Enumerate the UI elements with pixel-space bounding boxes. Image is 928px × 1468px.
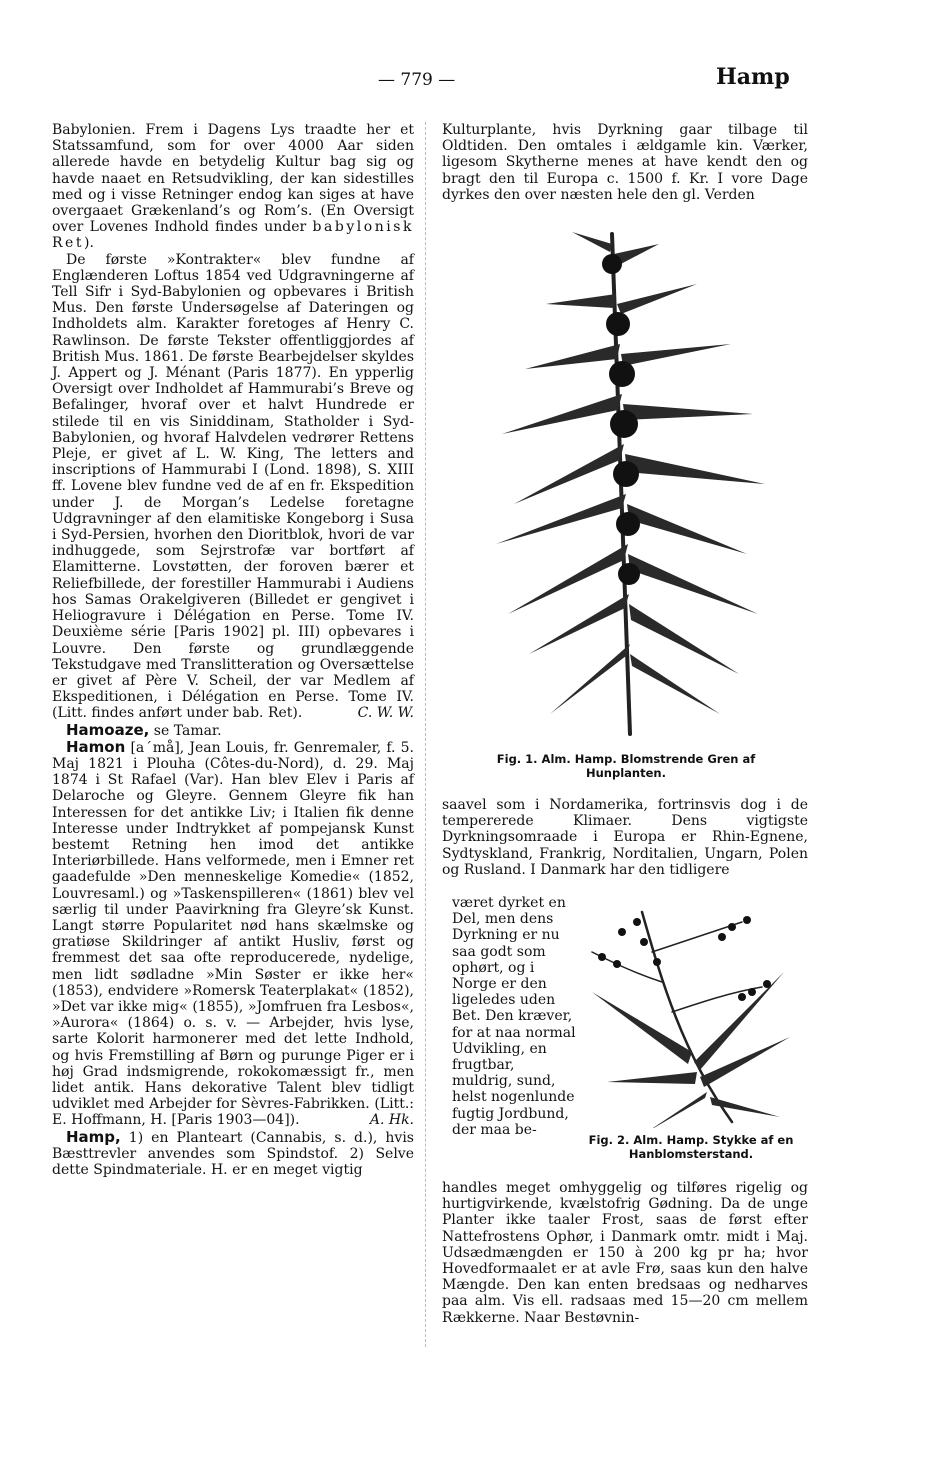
right-column-top xyxy=(442,122,808,222)
figure-1-caption: Fig. 1. Alm. Hamp. Blomstrende Gren af Hunplanten. xyxy=(496,752,756,780)
entry-text: se Tamar. xyxy=(153,722,222,739)
entry-hamp xyxy=(52,1129,414,1179)
author-signature: C. W. W. xyxy=(357,705,414,722)
right-column-middle: saavel som i Nordamerika, fortrinsvis dog i de tempererede Klimaer. Dens vigtigste Dyrkningsomraade i Europa er Rhin-Egnene, Sydtyskland, Frankrig, Norditalien, Ungarn, Polen og Rusland. I Danmark har den tidligere xyxy=(442,797,808,878)
paragraph-text: Kulturplante, hvis Dyrkning gaar tilbage til Oldtiden. Den omtales i ældgamle kin. Værker, ligesom Skytherne menes at have kendt den og bragt den til Europa c. 1500 f. Kr. I vore Dage dyrkes den over næsten hele den gl. Verden xyxy=(442,122,808,203)
page-number: — 779 — xyxy=(378,70,456,90)
right-column-bottom: handles meget omhyggelig og tilføres rigelig og hurtigvirkende, kvælstofrig Gødning. Da de unge Planter ikke taaler Frost, saas de først efter Nattefrostens Ophør, i Danmark omtr. midt i Maj. Udsædmængden er 150 à 200 kg pr ha; hvor Hovedformaalet er at avle Frø, saas kun den halve Mængde. Den kan enten bredsaas og nedharves paa alm. Vis ell. radsaas med 15—20 cm mellem Rækkerne. Naar Bestøvnin- xyxy=(442,1180,808,1326)
running-head: Hamp xyxy=(716,64,790,90)
entry-text: 1) en Planteart (Cannabis, s. d.), hvis Bæsttrevler anvendes som Spindstof. 2) Selve dette Spindmateriale. H. er en meget vigtig xyxy=(52,1129,414,1178)
headword: Hamoaze, xyxy=(66,720,150,739)
entry-hamon xyxy=(52,739,414,1129)
paragraph-text: De første »Kontrakter« blev fundne af Englænderen Loftus 1854 ved Udgravningerne af Tell Sifr i Syd-Babylonien og opbevares i British Mus. Den første Undersøgelse af Dateringen og Indholdets alm. Karakter foretoges af Henry C. Rawlinson. De første Tekster offentliggjordes af British Mus. 1861. De første Bearbejdelser skyldes J. Appert og J. Ménant (Paris 1877). En ypperlig Oversigt over Indholdet af Hammurabi’s Breve og Befalinger, hvoraf over et halvt Hundrede er stilede til en vis Siniddinam, Statholder i Syd-Babylonien, og hvoraf Halvdelen vedrører Rettens Pleje, er givet af L. W. King, The letters and inscriptions of Hammurabi I (Lond. 1898), S. XIII ff. Lovene blev fundne ved de af en fr. Ekspedition under J. de Morgan’s Ledelse foretagne Udgravninger af den elamitiske Kongeborg i Susa i Syd-Persien, hvorhen den Dioritblok, hvori de var indhuggede, som Sejrstrofæ var bortført af Elamitterne. Lovstøtten, der foroven bærer et Reliefbillede, der forestiller Hammurabi i Audiens hos Samas Orakelgiveren (Billedet er gengivet i Heliogravure i Délégation en Perse. Tome IV. Deuxième série [Paris 1902] pl. III) opbevares i Louvre. Den første og grundlæggende Tekstudgave med Translitteration og Oversættelse er givet af Père V. Scheil, der var Medlem af Ekspeditionen, i Délégation en Perse. Tome IV. (Litt. findes anført under bab. Ret). xyxy=(52,251,415,722)
page-header xyxy=(0,64,928,94)
hemp-male-inflorescence-illustration xyxy=(582,902,796,1128)
entry-text: [aˊmå], Jean Louis, fr. Genremaler, f. 5. Maj 1821 i Plouha (Côtes-du-Nord), d. 29. Maj 1874 i St Rafael (Var). Han blev Elev i Paris af Delaroche og Gleyre. Gennem Gleyre fik han Interessen for det antikke Liv; i Italien fik denne Interesse under Indtrykket af pompejansk Kunst bestemt Retning hen imod det antikke Interiørbillede. Hans velformede, men i Emner ret gaadefulde »Den menneskelige Komedie« (1852, Louvresaml.) og »Taskenspilleren« (1861) blev vel særlig til under Paavirkning fra Gleyre’sk Kunst. Langt større Popularitet nød hans skælmske og gratiøse Skildringer af antikt Husliv, først og fremmest det saa ofte reproducerede, nydelige, men lidt sødladne »Min Søster er ikke her« (1853), endvidere »Romersk Teaterplakat« (1852), »Det var ikke mig« (1855), »Jomfruen fra Lesbos«, »Aurora« (1864) o. s. v. — Arbejder, hvis lyse, sarte Kolorit harmonerer med det lette Indhold, og hvis Fremstilling af Børn og purunge Piger er i høj Grad indsmigrende, rokokomæssigt fr., men lidet antik. Hans dekorative Talent blev tidligt udviklet med Arbejder for Sèvres-Fabrikken. (Litt.: E. Hoffmann, H. [Paris 1903—04]). xyxy=(52,739,415,1129)
figure-2-caption: Fig. 2. Alm. Hamp. Stykke af en Hanblomsterstand. xyxy=(588,1133,794,1161)
hemp-branch-illustration xyxy=(462,224,782,744)
paragraph-kontrakter xyxy=(52,252,414,722)
left-column xyxy=(52,122,414,1178)
cross-reference: babylonisk Ret xyxy=(52,219,414,252)
entry-hamoaze xyxy=(52,722,414,739)
paragraph-text: ). xyxy=(84,235,94,252)
headword: Hamon xyxy=(66,737,126,756)
right-column-wrapped-text: været dyrket en Del, men dens Dyrkning er nu saa godt som ophørt, og i Norge er den ligeledes uden Bet. Den kræver, for at naa normal Udvikling, en frugtbar, muldrig, sund, helst nogenlunde fugtig Jordbund, der maa be- xyxy=(452,895,576,1138)
headword: Hamp, xyxy=(66,1127,121,1146)
column-divider xyxy=(425,122,426,1347)
paragraph-babylonien xyxy=(52,122,414,252)
paragraph-text: Babylonien. Frem i Dagens Lys traadte her et Statssamfund, som for over 4000 Aar siden allerede havde en betydelig Kultur bag sig og havde naaet en Retsudvikling, der kan sidestilles med og i visse Retninger endog kan siges at have overgaaet Grækenland’s og Rom’s. (En Oversigt over Lovenes Indhold findes under xyxy=(52,122,414,236)
author-signature: A. Hk. xyxy=(369,1112,414,1129)
